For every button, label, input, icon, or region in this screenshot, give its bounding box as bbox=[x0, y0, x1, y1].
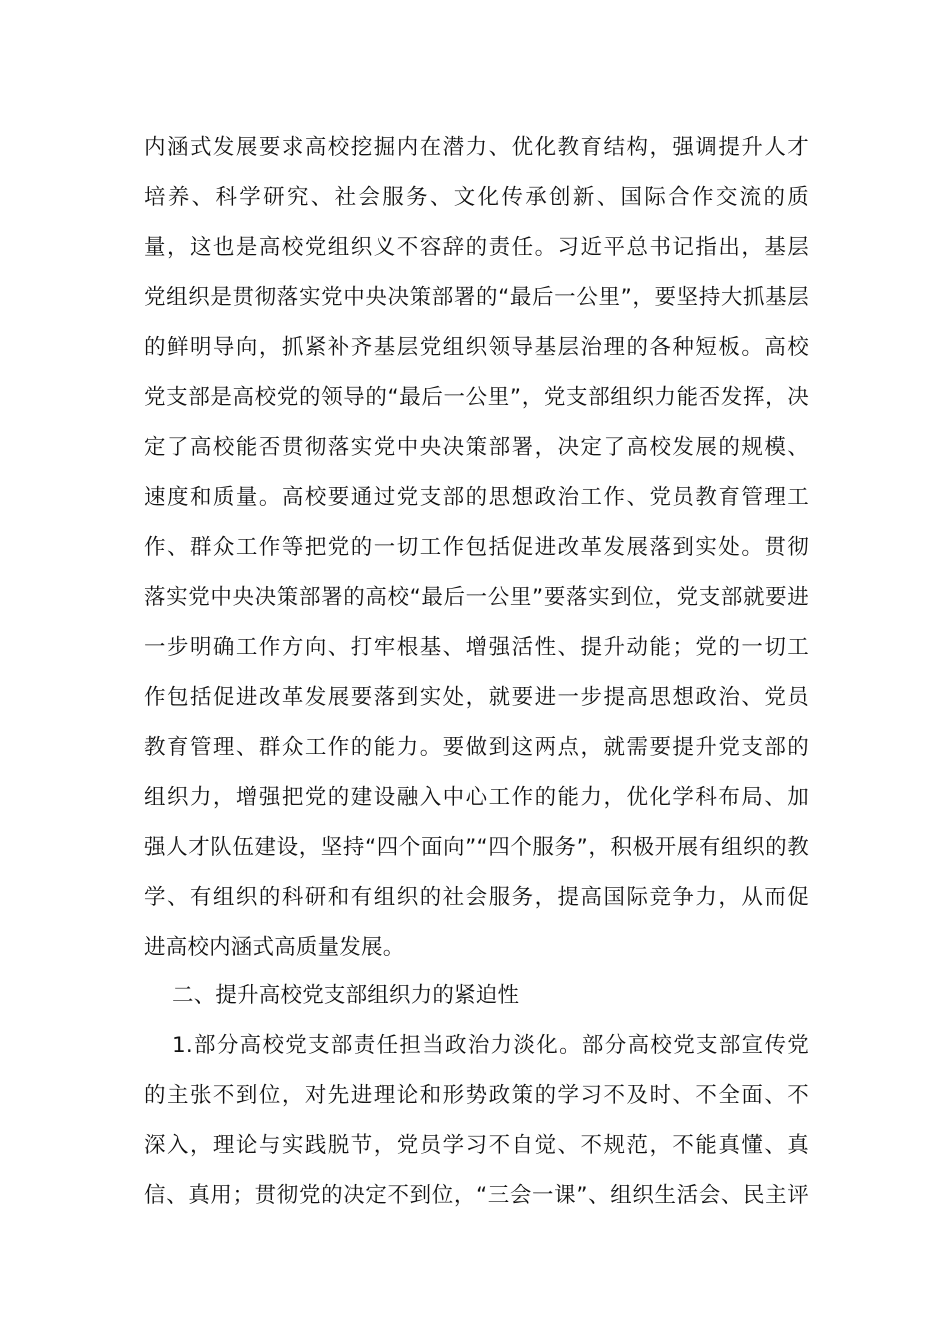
paragraph-line: 速度和质量。高校要通过党支部的思想政治工作、党员教育管理工 bbox=[144, 485, 809, 510]
paragraph-line: 组织力，增强把党的建设融入中心工作的能力，优化学科布局、加 bbox=[144, 785, 809, 810]
paragraph-line: 学、有组织的科研和有组织的社会服务，提高国际竞争力，从而促 bbox=[144, 885, 809, 910]
paragraph-line: 进高校内涵式高质量发展。 bbox=[144, 935, 405, 960]
paragraph-line: 定了高校能否贯彻落实党中央决策部署，决定了高校发展的规模、 bbox=[144, 435, 809, 460]
paragraph-line: 量，这也是高校党组织义不容辞的责任。习近平总书记指出，基层 bbox=[144, 235, 809, 260]
paragraph-line: 信、真用；贯彻党的决定不到位，“三会一课”、组织生活会、民主评 bbox=[144, 1183, 809, 1208]
paragraph-line: 强人才队伍建设，坚持“四个面向”“四个服务”，积极开展有组织的教 bbox=[144, 835, 809, 860]
paragraph-line: 内涵式发展要求高校挖掘内在潜力、优化教育结构，强调提升人才 bbox=[144, 135, 809, 160]
paragraph-line: 党组织是贯彻落实党中央决策部署的“最后一公里”，要坚持大抓基层 bbox=[144, 285, 809, 310]
section-heading: 二、提升高校党支部组织力的紧迫性 bbox=[172, 983, 520, 1008]
paragraph-line: 的主张不到位，对先进理论和形势政策的学习不及时、不全面、不 bbox=[144, 1083, 809, 1108]
paragraph-line: 作包括促进改革发展要落到实处，就要进一步提高思想政治、党员 bbox=[144, 685, 809, 710]
paragraph-line: 的鲜明导向，抓紧补齐基层党组织领导基层治理的各种短板。高校 bbox=[144, 335, 809, 360]
paragraph-line: 党支部是高校党的领导的“最后一公里”，党支部组织力能否发挥，决 bbox=[144, 385, 809, 410]
paragraph-line: 培养、科学研究、社会服务、文化传承创新、国际合作交流的质 bbox=[144, 185, 809, 210]
paragraph-line: 深入，理论与实践脱节，党员学习不自觉、不规范，不能真懂、真 bbox=[144, 1133, 809, 1158]
paragraph-line: 落实党中央决策部署的高校“最后一公里”要落实到位，党支部就要进 bbox=[144, 585, 809, 610]
paragraph-line: 一步明确工作方向、打牢根基、增强活性、提升动能；党的一切工 bbox=[144, 635, 809, 660]
paragraph-line: 教育管理、群众工作的能力。要做到这两点，就需要提升党支部的 bbox=[144, 735, 809, 760]
paragraph-line: 1.部分高校党支部责任担当政治力淡化。部分高校党支部宣传党 bbox=[172, 1033, 809, 1058]
paragraph-line: 作、群众工作等把党的一切工作包括促进改革发展落到实处。贯彻 bbox=[144, 535, 809, 560]
